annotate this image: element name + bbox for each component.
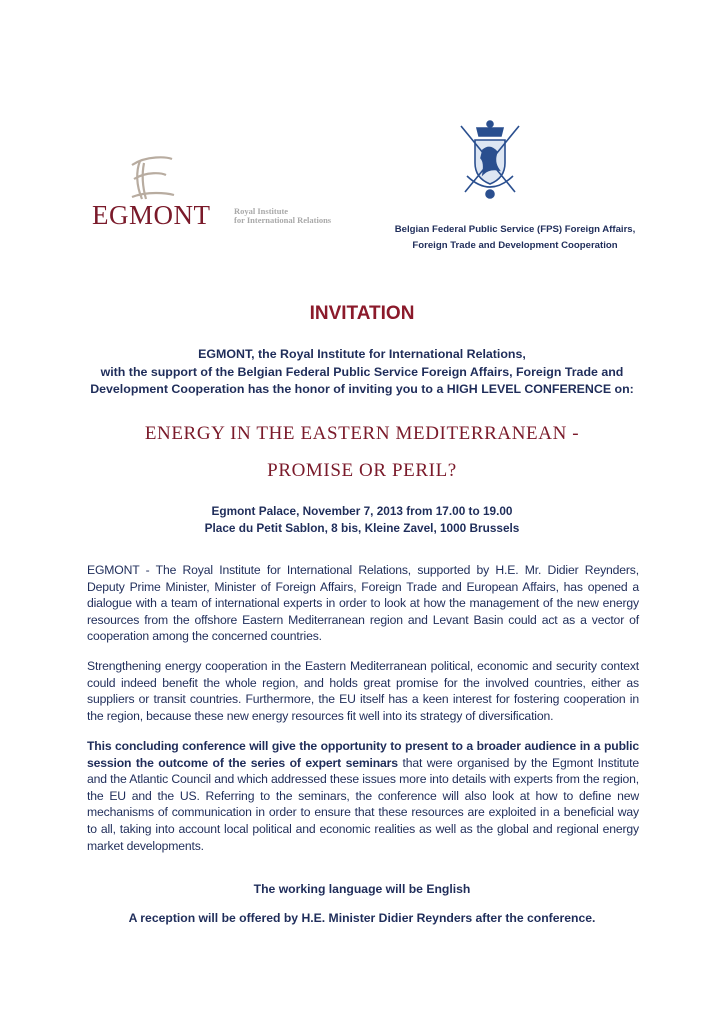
fps-caption (355, 222, 675, 254)
intro-text (60, 346, 664, 399)
invitation-heading: INVITATION (309, 303, 415, 324)
paragraph-3-bold: This concluding conference will give the opportunity to present to a broader audience in a public session the outcome of the series of expert seminars (87, 739, 639, 770)
reception-note: A reception will be offered by H.E. Minister Didier Reynders after the conference. (128, 911, 596, 925)
intro-line1: EGMONT, the Royal Institute for International Relations, (198, 347, 526, 361)
conference-title-line1: ENERGY IN THE EASTERN MEDITERRANEAN - (144, 423, 580, 444)
body-paragraph-1: EGMONT - The Royal Institute for International Relations, supported by H.E. Mr. Didier Reynders, Deputy Prime Minister, Minister of Foreign Affairs, Foreign Trade and European Affairs, has opened a dialogue with a team of international experts in order to look at how the management of the new energy resources from the offshore Eastern Mediterranean region and Levant Basin could act as a vector of cooperation among the concerned countries. (87, 563, 639, 644)
venue-date: Egmont Palace, November 7, 2013 from 17.00 to 19.00 (211, 504, 513, 518)
conference-title-line2: PROMISE OR PERIL? (267, 460, 457, 481)
belgian-crest-icon (455, 118, 525, 208)
venue-info (60, 503, 664, 536)
intro-line2: with the support of the Belgian Federal Public Service Foreign Affairs, Foreign Trade and (100, 364, 624, 379)
egmont-logo (92, 155, 352, 230)
egmont-wordmark: EGMONT (92, 200, 211, 230)
body-paragraph-3 (87, 738, 639, 854)
paragraph-3-rest: that were organised by the Egmont Institute and the Atlantic Council and which addressed these issues more into details with experts from the region, the EU and the US. Referring to the seminars, the conference will also look at how to define new mechanisms of communication in order to ensure that these resources are exploited in a beneficial way to all, taking into account local political and economic realities as well as the global and regional energy market developments. (87, 755, 639, 853)
fps-line1: Belgian Federal Public Service (FPS) Foreign Affairs, (394, 224, 636, 235)
intro-line3: Development Cooperation has the honor of inviting you to a HIGH LEVEL CONFERENCE on: (90, 382, 634, 396)
venue-address: Place du Petit Sablon, 8 bis, Kleine Zavel, 1000 Brussels (204, 520, 520, 535)
working-language: The working language will be English (253, 882, 471, 896)
fps-line2: Foreign Trade and Development Cooperation (412, 240, 618, 251)
body-paragraph-2: Strengthening energy cooperation in the Eastern Mediterranean political, economic and security context could indeed benefit the whole region, and holds great promise for the involved countries, either as suppliers or transit countries. Furthermore, the EU itself has a keen interest for fostering cooperation in the region, because these new energy resources fit well into its strategy of diversification. (87, 659, 639, 723)
egmont-subtitle-line1: Royal Institute (234, 206, 289, 216)
egmont-swirl-icon (122, 155, 182, 205)
egmont-subtitle (234, 207, 331, 225)
egmont-subtitle-line2: for International Relations (234, 215, 332, 225)
